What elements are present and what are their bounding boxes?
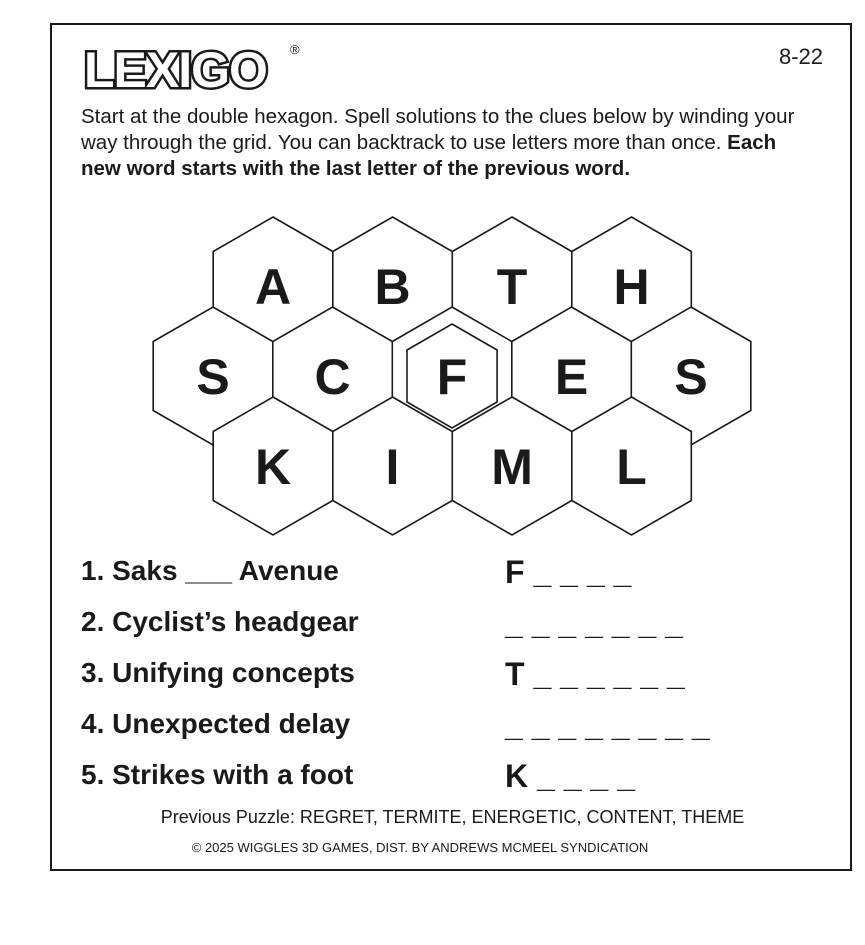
hex-letter: A (254, 259, 292, 315)
logo-text: LEXIGO (84, 42, 267, 96)
clue-4: 4. Unexpected delay (81, 708, 351, 739)
hex-letter: H (613, 259, 650, 315)
hex-letter: I (385, 439, 400, 495)
copyright: © 2025 WIGGLES 3D GAMES, DIST. BY ANDREWS MCMEEL SYNDICATION (191, 840, 649, 855)
answer-2[interactable]: _ _ _ _ _ _ _ (505, 605, 683, 641)
clue-5: 5. Strikes with a foot (81, 759, 354, 790)
hex-letter: E (554, 349, 589, 405)
registered-mark: ® (290, 42, 300, 57)
previous-puzzle-answers: Previous Puzzle: REGRET, TERMITE, ENERGETIC, CONTENT, THEME (160, 807, 745, 827)
answer-5[interactable]: K _ _ _ _ (505, 758, 635, 794)
hex-letter: T (496, 259, 528, 315)
instructions-bold: Each new word starts with the last letter of the previous word. (81, 131, 777, 180)
clue-2: 2. Cyclist’s headgear (81, 606, 359, 637)
hex-letter: S (674, 349, 708, 405)
clue-3: 3. Unifying concepts (81, 657, 355, 688)
hex-letter: K (254, 439, 292, 495)
hex-letter: L (616, 439, 647, 495)
instructions-plain: Start at the double hexagon. Spell solutions to the clues below by winding your way through the grid. You can backtrack to use letters more than once. (81, 105, 795, 154)
start-letter: F (436, 349, 468, 405)
hex-letter: B (374, 259, 411, 315)
answer-3[interactable]: T _ _ _ _ _ _ (505, 656, 685, 692)
clue-1: 1. Saks ___ Avenue (81, 555, 339, 586)
hex-letter: M (491, 439, 533, 495)
hex-letter: C (314, 349, 351, 405)
answer-4[interactable]: _ _ _ _ _ _ _ _ (505, 707, 710, 743)
answer-1[interactable]: F _ _ _ _ (505, 554, 632, 590)
hex-letter: S (196, 349, 230, 405)
puzzle-number: 8-22 (778, 44, 823, 69)
